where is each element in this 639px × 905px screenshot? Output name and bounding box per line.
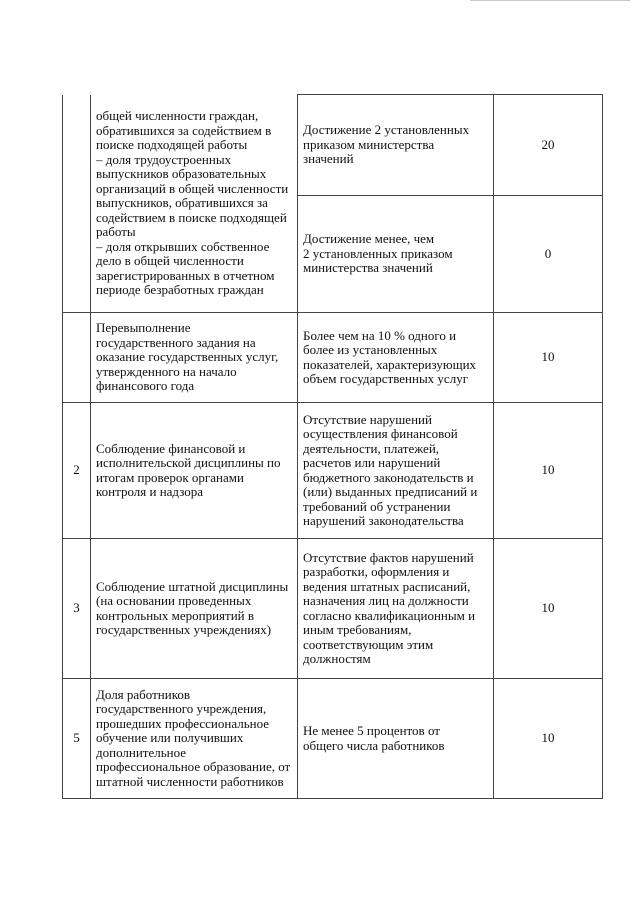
condition-line: осуществления финансовой	[303, 426, 458, 441]
criteria-table	[62, 94, 603, 799]
indicator-line: работы	[96, 224, 136, 239]
condition-line: объем государственных услуг	[303, 371, 469, 386]
condition-line: требований об устранении	[303, 498, 451, 514]
indicator-line: – доля открывших собственное	[96, 238, 270, 254]
condition-cell	[298, 539, 494, 679]
condition-cell	[298, 403, 494, 539]
indicator-line: государственного учреждения,	[96, 701, 267, 717]
row-number: 5	[63, 679, 91, 799]
condition-line: ведения штатных расписаний,	[303, 578, 471, 594]
condition-line: Отсутствие нарушений	[303, 411, 432, 427]
condition-line: Более чем на 10 % одного и	[303, 327, 457, 343]
indicator-line: контроля и надзора	[96, 484, 204, 499]
condition-line: Отсутствие фактов нарушений	[303, 549, 474, 565]
condition-line: значений	[303, 151, 354, 167]
indicator-line: – доля трудоустроенных	[96, 151, 232, 167]
indicator-line: профессиональное образование, от	[96, 759, 291, 775]
table-row	[63, 313, 603, 403]
indicator-line: выпускников образовательных	[96, 166, 267, 181]
condition-cell	[298, 679, 494, 799]
condition-line: разработки, оформления и	[303, 564, 450, 579]
condition-line: Достижение 2 установленных	[303, 122, 470, 138]
indicator-line: оказание государственных услуг,	[96, 349, 279, 365]
condition-line: более из установленных	[303, 342, 438, 357]
condition-line: назначения лиц на должности	[303, 593, 469, 608]
condition-line: нарушений законодательства	[303, 513, 464, 528]
indicator-line: (на основании проведенных	[96, 593, 252, 608]
condition-line: Не менее 5 процентов от	[303, 723, 440, 738]
score-cell: 10	[494, 539, 603, 679]
indicator-line: штатной численности работников	[96, 773, 284, 789]
condition-line: расчетов или нарушений	[303, 455, 441, 470]
indicator-line: итогам проверок органами	[96, 469, 244, 485]
indicator-cell	[91, 403, 298, 539]
indicator-line: зарегистрированных в отчетном	[96, 267, 275, 283]
indicator-line: обратившихся за содействием в	[96, 122, 272, 138]
indicator-line: Соблюдение штатной дисциплины	[96, 578, 289, 594]
indicator-line: поиске подходящей работы	[96, 137, 248, 152]
condition-line: согласно квалификационным и	[303, 607, 476, 623]
condition-line: иным требованиям,	[303, 622, 412, 637]
indicator-line: Доля работников	[96, 686, 191, 702]
condition-line: должностям	[303, 651, 371, 666]
score-cell: 10	[494, 403, 603, 539]
row-number	[63, 95, 91, 313]
condition-line: приказом министерства	[303, 136, 435, 152]
indicator-line: дело в общей численности	[96, 253, 244, 268]
indicator-line: прошедших профессиональное	[96, 715, 270, 731]
condition-line: показателей, характеризующих	[303, 356, 477, 372]
score-cell: 10	[494, 313, 603, 403]
condition-line: 2 установленных приказом	[303, 245, 453, 261]
condition-line: Достижение менее, чем	[303, 231, 435, 247]
row-number: 2	[63, 403, 91, 539]
condition-line: министерства значений	[303, 260, 433, 276]
indicator-line: Перевыполнение	[96, 320, 191, 336]
scan-edge-mark	[470, 0, 630, 3]
row-number	[63, 313, 91, 403]
condition-line: деятельности, платежей,	[303, 440, 440, 456]
condition-line: общего числа работников	[303, 737, 445, 753]
score-cell: 20	[494, 95, 603, 196]
indicator-cell	[91, 313, 298, 403]
indicator-line: периоде безработных граждан	[96, 282, 264, 297]
indicator-line: государственных учреждениях)	[96, 622, 272, 637]
indicator-line: Соблюдение финансовой и	[96, 440, 246, 456]
condition-line: соответствующим этим	[303, 636, 434, 652]
indicator-line: утвержденного на начало	[96, 363, 237, 379]
condition-cell	[298, 95, 494, 196]
indicator-line: обучение или получивших	[96, 730, 244, 746]
condition-line: бюджетного законодательств и	[303, 469, 474, 485]
indicator-cell	[91, 679, 298, 799]
indicator-line: исполнительской дисциплины по	[96, 455, 281, 470]
table-row	[63, 539, 603, 679]
condition-line: (или) выданных предписаний и	[303, 484, 478, 499]
indicator-line: контрольных мероприятий в	[96, 607, 255, 623]
table-row	[63, 679, 603, 799]
condition-cell	[298, 313, 494, 403]
indicator-line: дополнительное	[96, 744, 187, 760]
table-row	[63, 95, 603, 196]
score-cell: 10	[494, 679, 603, 799]
indicator-line: государственного задания на	[96, 334, 256, 350]
indicator-line: организаций в общей численности	[96, 180, 289, 196]
indicator-line: выпускников, обратившихся за	[96, 195, 268, 210]
indicator-cell	[91, 95, 298, 313]
indicator-line: общей численности граждан,	[96, 108, 259, 123]
indicator-line: содействием в поиске подходящей	[96, 209, 287, 225]
row-number: 3	[63, 539, 91, 679]
indicator-cell	[91, 539, 298, 679]
indicator-line: финансового года	[96, 378, 195, 394]
score-cell: 0	[494, 196, 603, 313]
condition-cell	[298, 196, 494, 313]
table-row	[63, 403, 603, 539]
